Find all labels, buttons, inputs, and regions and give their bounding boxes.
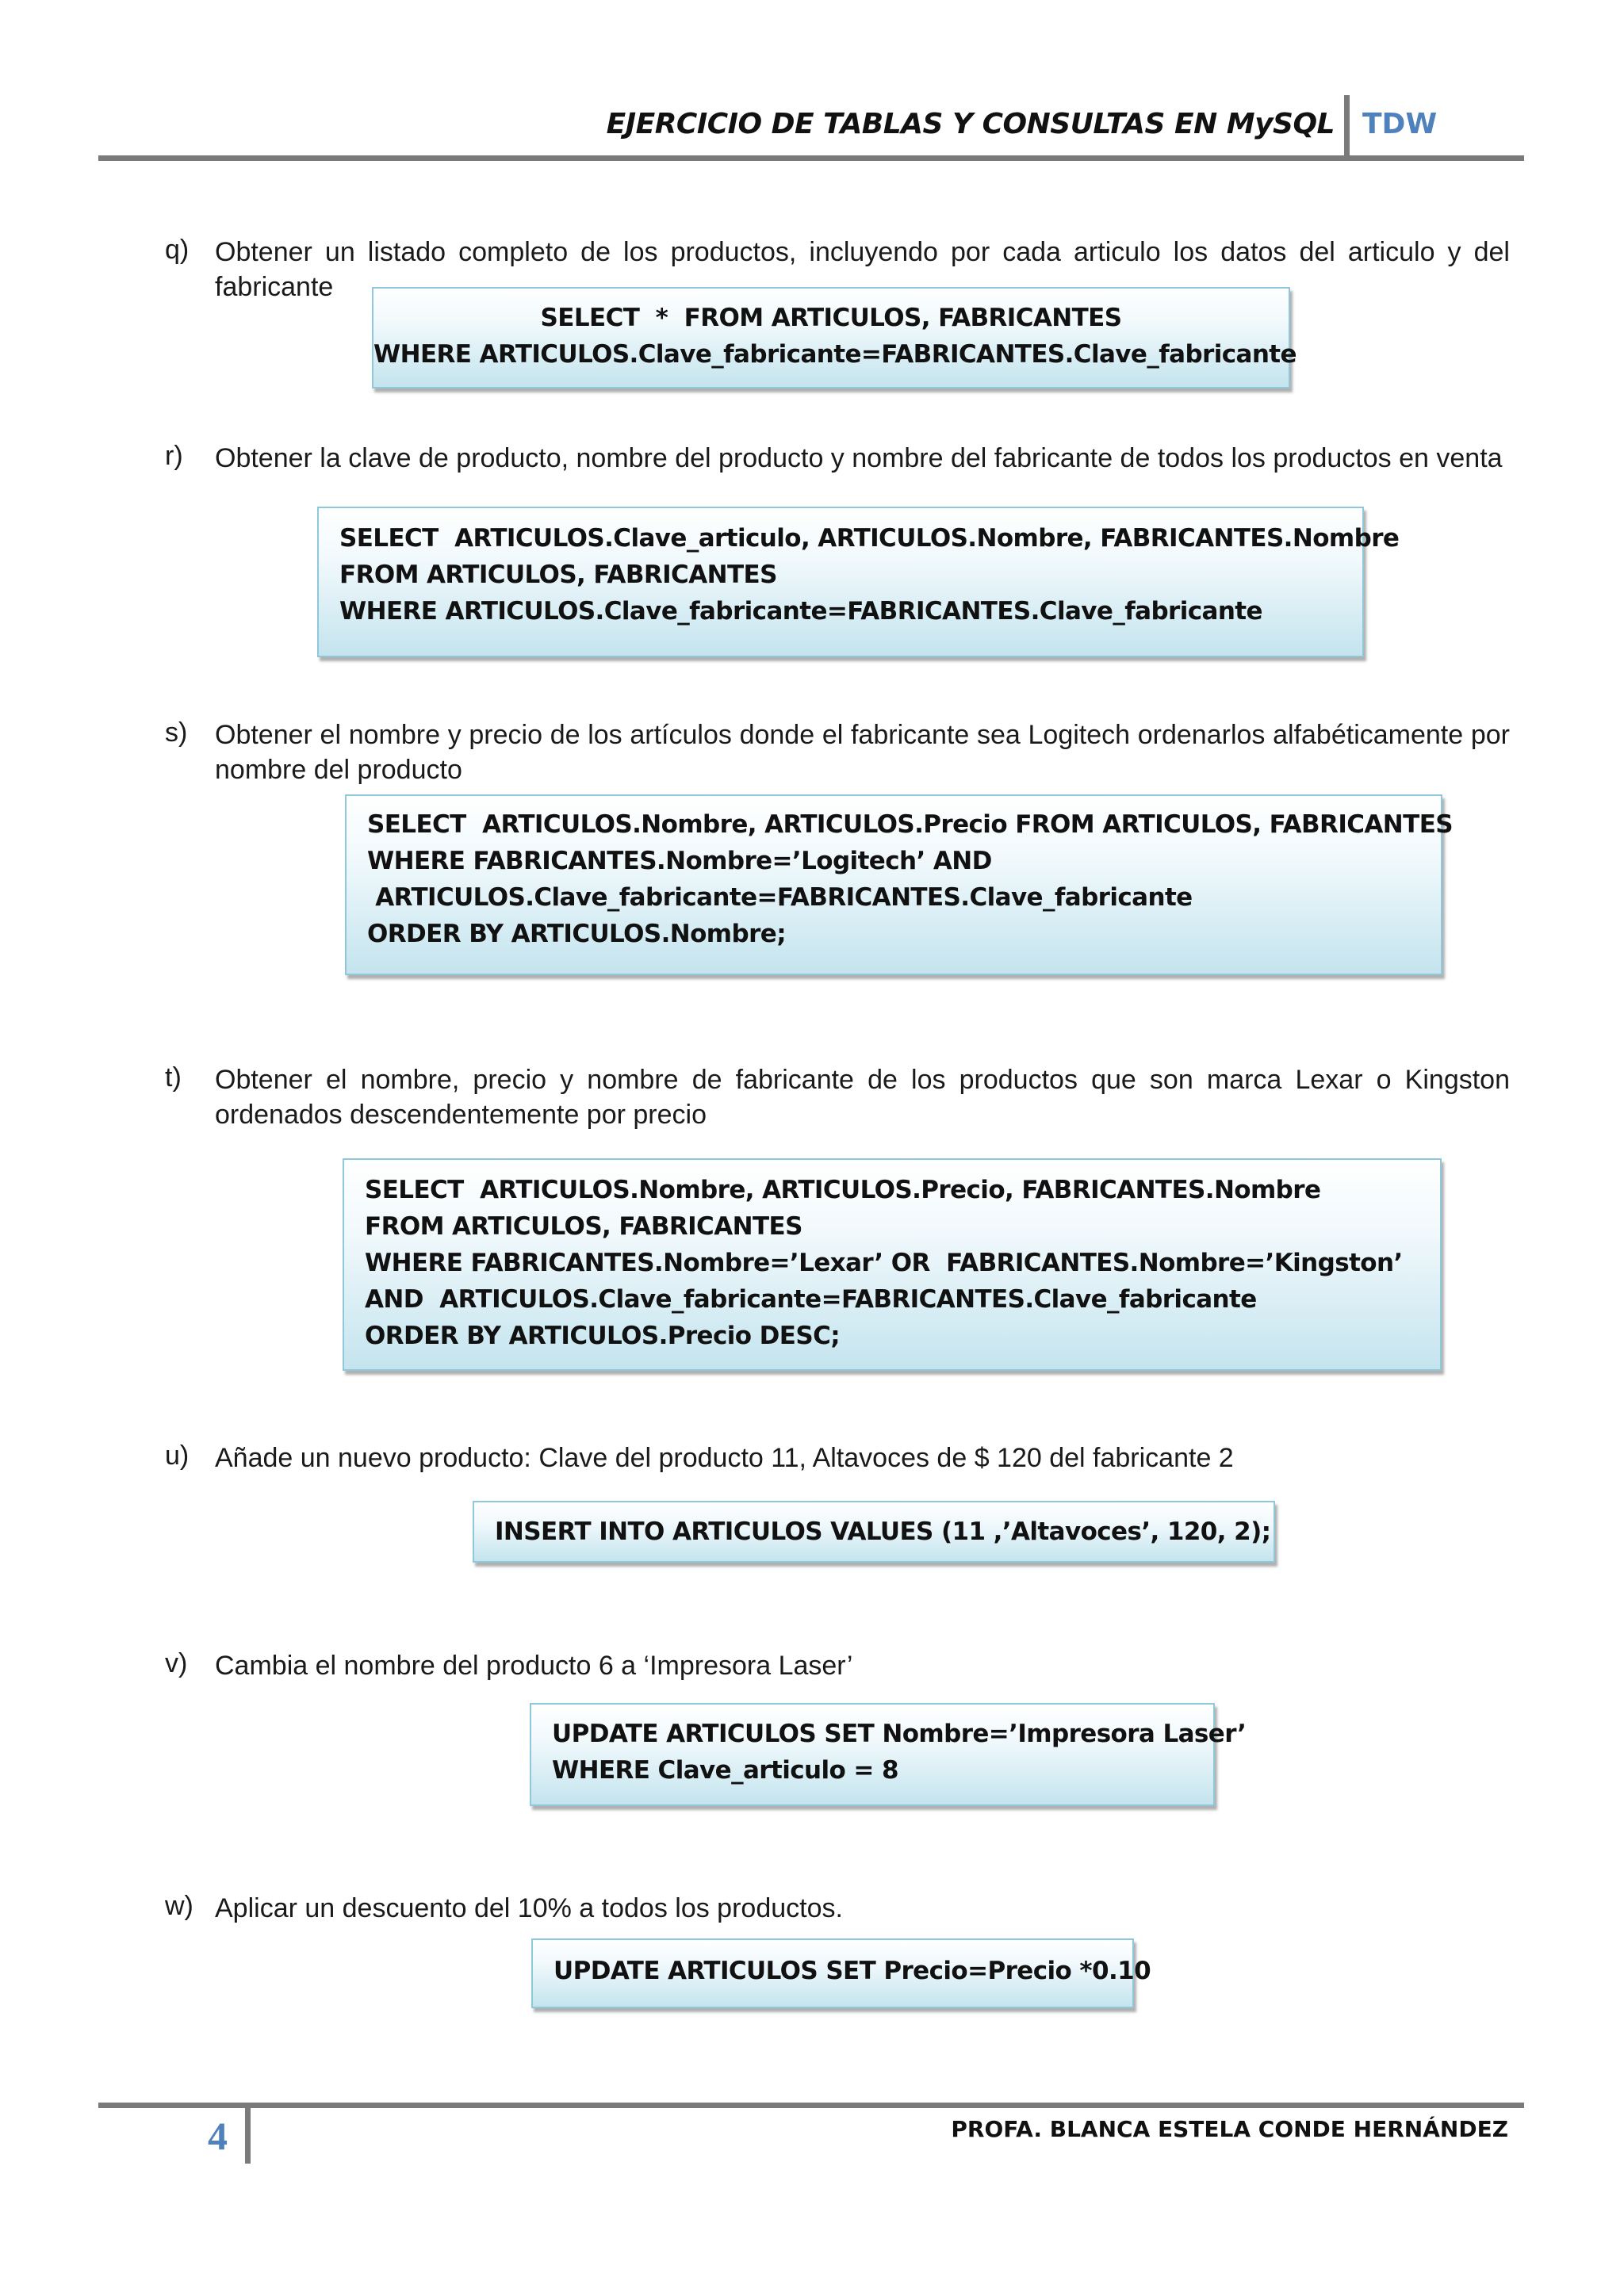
- exercise-text: Cambia el nombre del producto 6 a ‘Impresora Laser’: [215, 1651, 853, 1681]
- sql-line: INSERT INTO ARTICULOS VALUES (11 ,’Altavoces’, 120, 2);: [495, 1517, 1271, 1546]
- exercise-letter: u): [165, 1441, 190, 1471]
- sql-line: SELECT * FROM ARTICULOS, FABRICANTES: [540, 304, 1122, 332]
- sql-box: [531, 1938, 1151, 2008]
- exercise-text: Obtener la clave de producto, nombre del producto y nombre del fabricante de todos los productos en venta: [215, 443, 1503, 473]
- sql-box: [343, 1158, 1442, 1371]
- sql-box: [317, 507, 1400, 657]
- sql-line: ORDER BY ARTICULOS.Precio DESC;: [365, 1322, 841, 1350]
- author-name: PROFA. BLANCA ESTELA CONDE HERNÁNDEZ: [951, 2116, 1508, 2142]
- footer-rule: [98, 2103, 1524, 2108]
- exercise-text: Obtener el nombre, precio y nombre de fabricante de los productos que son marca Lexar o Kingston ordenados descendentemente por precio: [215, 1065, 1510, 1130]
- exercise-letter: v): [165, 1648, 188, 1678]
- exercise-letter: r): [165, 441, 183, 471]
- course-code: TDW: [1362, 108, 1438, 140]
- sql-line: WHERE ARTICULOS.Clave_fabricante=FABRICANTES.Clave_fabricante: [373, 340, 1297, 369]
- sql-line: WHERE FABRICANTES.Nombre=’Logitech’ AND: [367, 847, 992, 875]
- exercise-text: Añade un nuevo producto: Clave del producto 11, Altavoces de $ 120 del fabricante 2: [215, 1443, 1234, 1473]
- sql-line: ORDER BY ARTICULOS.Nombre;: [367, 920, 786, 948]
- sql-box: [345, 794, 1454, 975]
- sql-line: ARTICULOS.Clave_fabricante=FABRICANTES.Clave_fabricante: [367, 883, 1193, 912]
- exercise-text: Obtener un listado completo de los productos, incluyendo por cada articulo los datos del articulo y del fabricante: [215, 237, 1510, 302]
- footer-separator: [245, 2107, 251, 2164]
- sql-line: FROM ARTICULOS, FABRICANTES: [365, 1212, 802, 1241]
- sql-line: AND ARTICULOS.Clave_fabricante=FABRICANTES.Clave_fabricante: [365, 1285, 1257, 1314]
- exercise-letter: t): [165, 1062, 182, 1093]
- page-number: 4: [208, 2114, 228, 2158]
- sql-line: SELECT ARTICULOS.Nombre, ARTICULOS.Precio FROM ARTICULOS, FABRICANTES: [367, 810, 1454, 839]
- header-separator: [1344, 95, 1350, 157]
- exercise-letter: s): [165, 718, 188, 748]
- sql-line: UPDATE ARTICULOS SET Nombre=’Impresora Laser’: [552, 1720, 1247, 1748]
- exercise-text: Aplicar un descuento del 10% a todos los productos.: [215, 1893, 843, 1923]
- document-title: EJERCICIO DE TABLAS Y CONSULTAS EN MySQL: [606, 108, 1335, 140]
- sql-line: WHERE ARTICULOS.Clave_fabricante=FABRICANTES.Clave_fabricante: [339, 597, 1262, 626]
- sql-line: WHERE FABRICANTES.Nombre=’Lexar’ OR FABRICANTES.Nombre=’Kingston’: [365, 1249, 1403, 1277]
- exercise-letter: q): [165, 235, 190, 265]
- sql-box: [372, 287, 1297, 388]
- sql-line: FROM ARTICULOS, FABRICANTES: [339, 561, 777, 589]
- exercise-text: Obtener el nombre y precio de los artículos donde el fabricante sea Logitech ordenarlos alfabéticamente por nombre del producto: [215, 720, 1510, 785]
- sql-line: WHERE Clave_articulo = 8: [552, 1756, 898, 1785]
- header-rule: [98, 155, 1524, 161]
- sql-box: [473, 1501, 1275, 1563]
- sql-line: UPDATE ARTICULOS SET Precio=Precio *0.10: [553, 1957, 1151, 1985]
- exercise-letter: w): [165, 1891, 193, 1921]
- sql-box: [530, 1703, 1247, 1806]
- sql-line: SELECT ARTICULOS.Clave_articulo, ARTICULOS.Nombre, FABRICANTES.Nombre: [339, 524, 1400, 553]
- sql-line: SELECT ARTICULOS.Nombre, ARTICULOS.Precio, FABRICANTES.Nombre: [365, 1176, 1321, 1204]
